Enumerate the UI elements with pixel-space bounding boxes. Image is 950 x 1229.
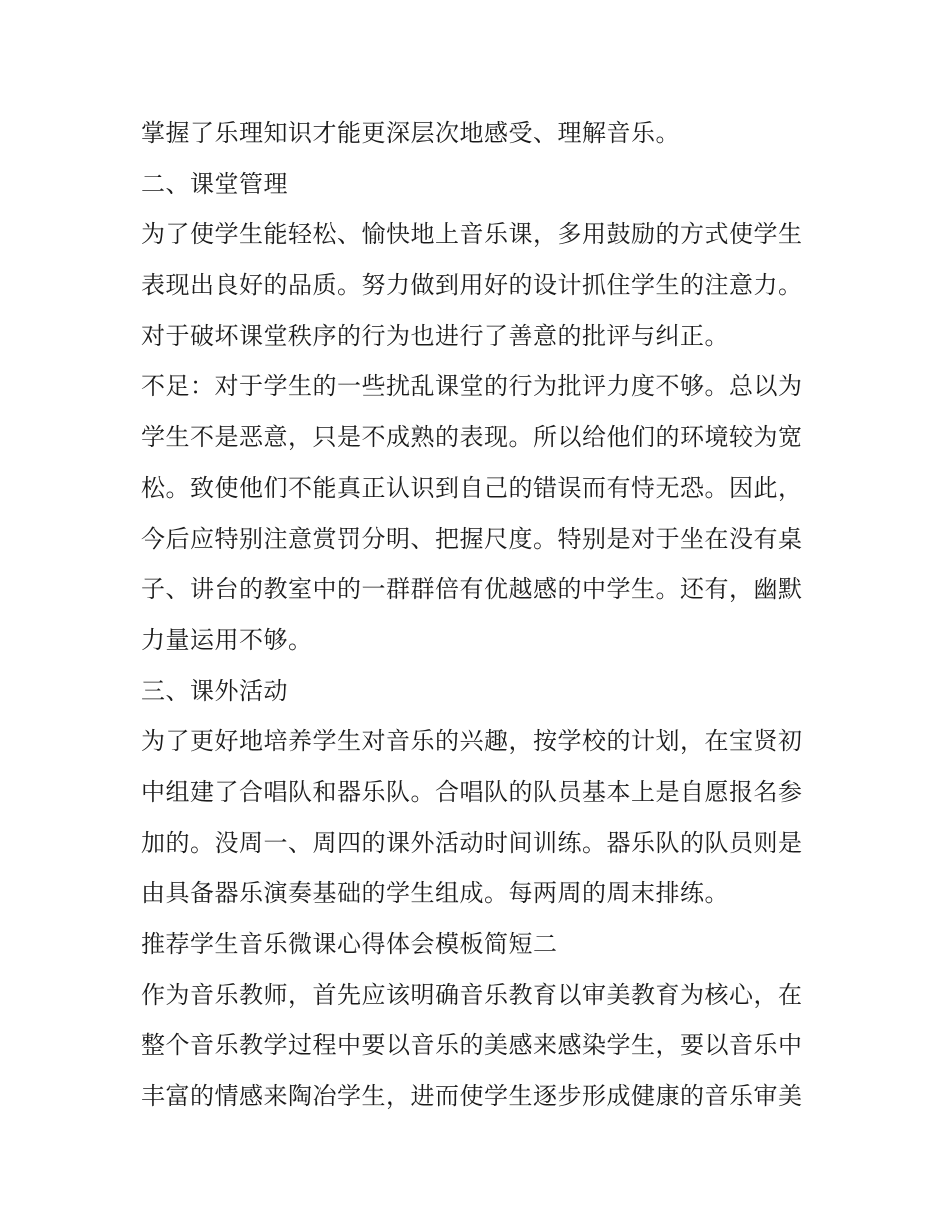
text-line: 学生不是恶意，只是不成熟的表现。所以给他们的环境较为宽: [141, 423, 803, 452]
document-body: [141, 108, 821, 1122]
section-heading-classroom-management: 二、课堂管理: [141, 169, 288, 198]
text-line: 今后应特别注意赏罚分明、把握尺度。特别是对于坐在没有桌: [141, 524, 803, 553]
text-line: 对于破坏课堂秩序的行为也进行了善意的批评与纠正。: [141, 321, 729, 350]
text-line: 整个音乐教学过程中要以音乐的美感来感染学生，要以音乐中: [141, 1031, 803, 1060]
text-line: 中组建了合唱队和器乐队。合唱队的队员基本上是自愿报名参: [141, 777, 803, 806]
section-heading-template-two: 推荐学生音乐微课心得体会模板简短二: [141, 930, 558, 958]
text-line: 作为音乐教师，首先应该明确音乐教育以审美教育为核心，在: [141, 980, 803, 1009]
section-heading-extracurricular: 三、课外活动: [141, 676, 288, 705]
text-line: 力量运用不够。: [141, 625, 313, 654]
text-line: 为了更好地培养学生对音乐的兴趣，按学校的计划，在宝贤初: [141, 727, 803, 756]
text-line: 表现出良好的品质。努力做到用好的设计抓住学生的注意力。: [141, 271, 803, 300]
text-line: 加的。没周一、周四的课外活动时间训练。器乐队的队员则是: [141, 828, 803, 857]
text-line: 丰富的情感来陶冶学生，进而使学生逐步形成健康的音乐审美: [141, 1082, 803, 1111]
text-line: 不足：对于学生的一些扰乱课堂的行为批评力度不够。总以为: [141, 372, 803, 401]
text-line: 为了使学生能轻松、愉快地上音乐课，多用鼓励的方式使学生: [141, 220, 803, 249]
text-line: 掌握了乐理知识才能更深层次地感受、理解音乐。: [141, 119, 680, 147]
text-line: 松。致使他们不能真正认识到自己的错误而有恃无恐。因此，: [141, 473, 803, 502]
text-line: 由具备器乐演奏基础的学生组成。每两周的周末排练。: [141, 879, 729, 908]
text-line: 子、讲台的教室中的一群群倍有优越感的中学生。还有，幽默: [141, 575, 803, 604]
